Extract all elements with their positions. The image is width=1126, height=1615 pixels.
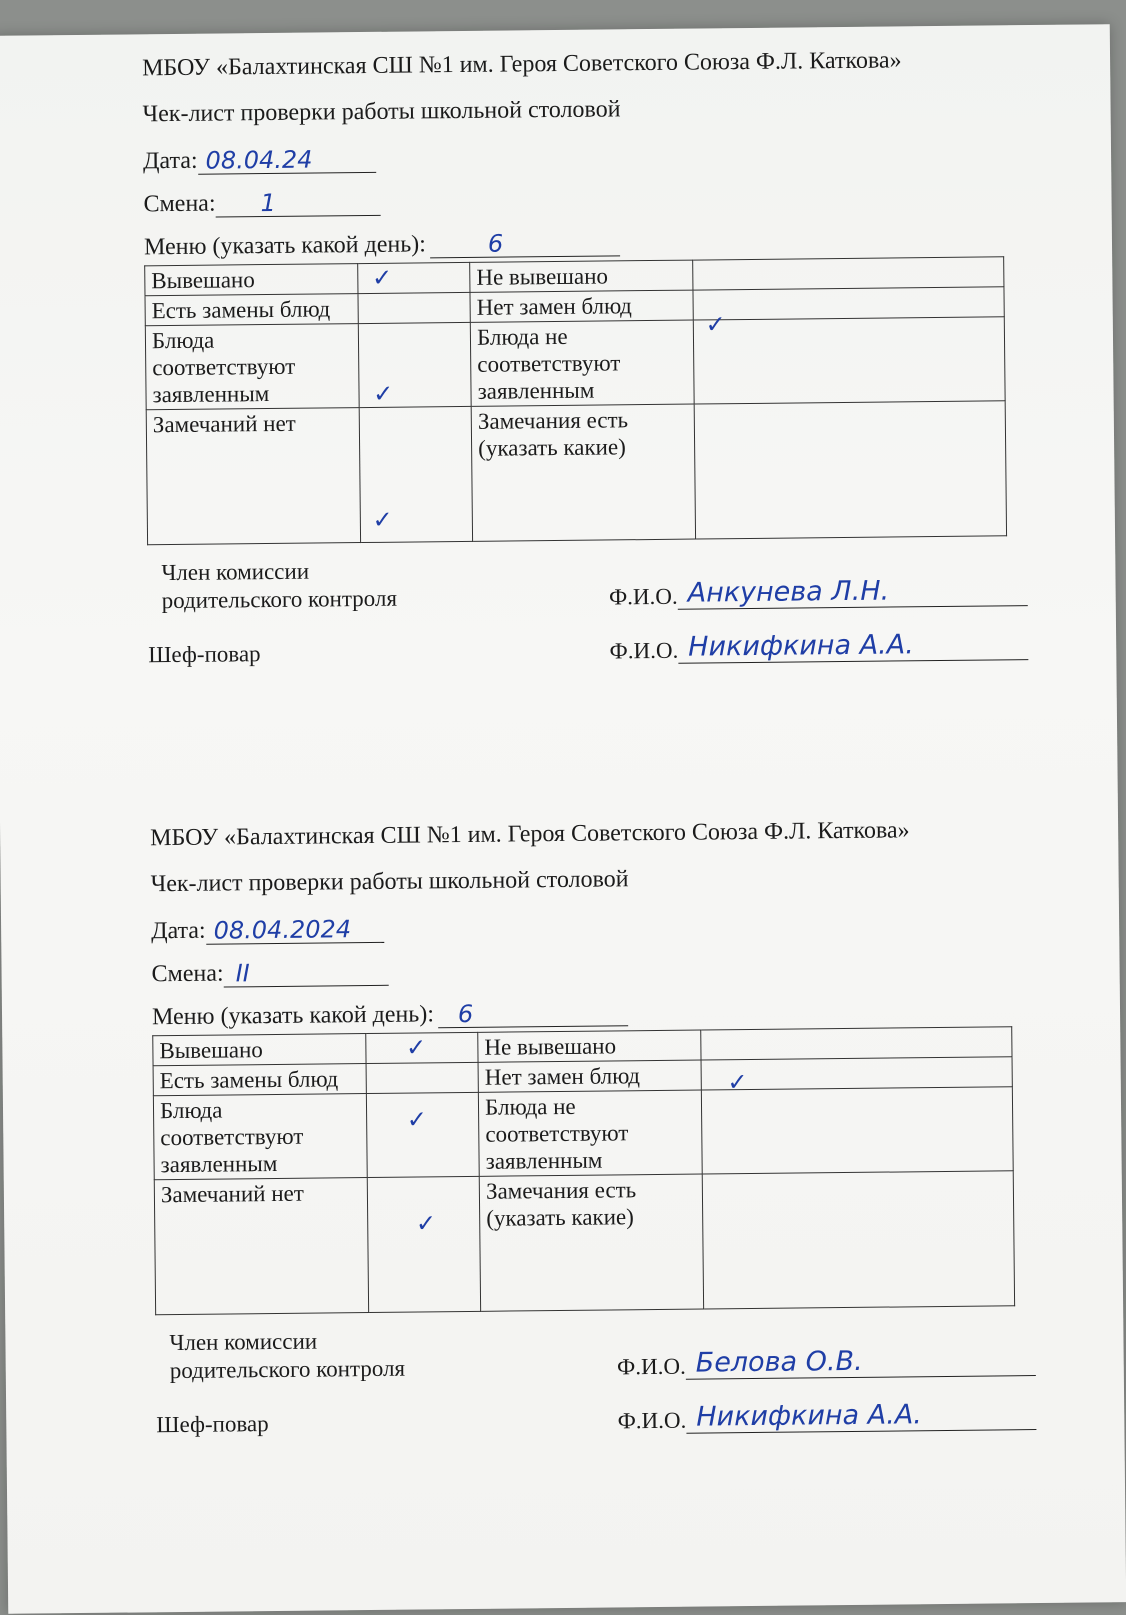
criterion-label: Не вывешано — [470, 260, 693, 292]
chef-signature[interactable]: Никифкина А.А. — [678, 629, 1028, 664]
criterion-checkbox[interactable] — [693, 317, 1005, 404]
table-row — [153, 1087, 1013, 1180]
criterion-label: Нет замен блюд — [478, 1060, 701, 1092]
chef-signature[interactable]: Никифкина А.А. — [686, 1399, 1036, 1434]
date-label: Дата: — [151, 917, 206, 945]
organization-name: МБОУ «Балахтинская СШ №1 им. Героя Советского Союза Ф.Л. Каткова» — [141, 47, 902, 82]
chef-signature-row — [156, 1386, 1036, 1439]
menu-day-label: Меню (указать какой день): — [151, 1001, 435, 1031]
fio-label: Ф.И.О. — [616, 1353, 686, 1380]
criterion-label: Есть замены блюд — [145, 294, 358, 326]
member-signature-block — [617, 1320, 1036, 1380]
criterion-label: Есть замены блюд — [153, 1064, 366, 1096]
criterion-label: Вывешано — [153, 1034, 366, 1066]
date-field — [143, 139, 1023, 175]
member-signature-block — [609, 550, 1028, 610]
shift-field — [143, 182, 1023, 218]
member-signature[interactable]: Белова О.В. — [686, 1345, 1036, 1380]
criterion-checkbox[interactable] — [366, 1062, 479, 1093]
criterion-label: Блюда не соответствуют заявленным — [478, 1090, 701, 1176]
shift-label: Смена: — [143, 190, 216, 218]
table-row — [145, 317, 1005, 410]
date-field — [151, 909, 1031, 945]
menu-day-value[interactable]: 6 — [438, 999, 628, 1028]
criterion-label: Вывешано — [145, 264, 358, 296]
member-role-label: Член комиссии родительского контроля — [161, 558, 398, 614]
criterion-label: Блюда не соответствуют заявленным — [470, 320, 693, 406]
form-title: Чек-лист проверки работы школьной столовой — [142, 96, 621, 128]
form-title: Чек-лист проверки работы школьной столовой — [150, 866, 629, 898]
member-role-label: Член комиссии родительского контроля — [169, 1328, 406, 1384]
checkmark-icon: ✓ — [406, 1105, 428, 1134]
criterion-checkbox[interactable] — [701, 1057, 1013, 1097]
paper-sheet — [0, 24, 1126, 1614]
member-signature-row — [147, 550, 1028, 615]
menu-day-field — [152, 995, 1032, 1031]
criterion-checkbox[interactable] — [358, 292, 471, 323]
criterion-label: Нет замен блюд — [470, 290, 693, 322]
criterion-checkbox[interactable] — [365, 1032, 478, 1063]
criterion-checkbox[interactable] — [693, 287, 1005, 339]
checklist-form-1 — [142, 45, 1028, 669]
criterion-label: Замечания есть (указать какие) — [479, 1174, 703, 1311]
criterion-label: Замечаний нет — [146, 408, 360, 545]
checklist-table — [152, 1026, 1015, 1315]
checkmark-icon: ✓ — [727, 1068, 748, 1097]
remarks-field[interactable] — [694, 401, 1007, 539]
shift-value[interactable]: 1 — [215, 189, 380, 218]
criterion-checkbox[interactable] — [692, 257, 1004, 290]
fio-label: Ф.И.О. — [609, 637, 679, 664]
checkmark-icon: ✓ — [405, 1033, 427, 1062]
remarks-field[interactable] — [702, 1171, 1015, 1309]
chef-signature-row — [148, 616, 1028, 669]
checkmark-icon: ✓ — [705, 310, 726, 339]
checkmark-icon: ✓ — [373, 379, 394, 408]
checklist-form-2 — [150, 815, 1036, 1439]
member-signature[interactable]: Анкунева Л.Н. — [677, 575, 1027, 610]
criterion-checkbox[interactable] — [357, 262, 470, 293]
criterion-checkbox[interactable] — [358, 322, 471, 407]
date-label: Дата: — [142, 147, 198, 175]
menu-day-value[interactable]: 6 — [430, 229, 620, 258]
checkmark-icon: ✓ — [371, 263, 393, 292]
chef-signature-block — [609, 616, 1028, 664]
table-row — [154, 1171, 1014, 1315]
menu-day-field — [144, 225, 1024, 261]
criterion-label: Не вывешано — [478, 1030, 701, 1062]
criterion-checkbox[interactable] — [701, 1087, 1013, 1174]
criterion-label: Замечаний нет — [154, 1178, 368, 1315]
table-row — [146, 401, 1006, 545]
checklist-table — [144, 256, 1007, 545]
checkmark-icon: ✓ — [372, 505, 393, 534]
criterion-checkbox[interactable] — [366, 1092, 479, 1177]
shift-label: Смена: — [151, 960, 224, 988]
criterion-label: Блюда соответствуют заявленным — [153, 1094, 367, 1180]
criterion-label: Замечания есть (указать какие) — [471, 404, 695, 541]
checkmark-icon: ✓ — [415, 1209, 437, 1238]
chef-role-label: Шеф-повар — [156, 1411, 269, 1438]
shift-value[interactable]: II — [223, 959, 388, 988]
date-value[interactable]: 08.04.24 — [197, 146, 375, 175]
member-signature-row — [155, 1320, 1036, 1385]
fio-label: Ф.И.О. — [608, 583, 678, 610]
chef-role-label: Шеф-повар — [148, 641, 261, 668]
criterion-checkbox[interactable] — [367, 1176, 481, 1312]
chef-signature-block — [617, 1386, 1036, 1434]
shift-field — [151, 952, 1031, 988]
fio-label: Ф.И.О. — [617, 1407, 687, 1434]
date-value[interactable]: 08.04.2024 — [206, 916, 384, 945]
organization-name: МБОУ «Балахтинская СШ №1 им. Героя Советского Союза Ф.Л. Каткова» — [150, 817, 910, 852]
menu-day-label: Меню (указать какой день): — [143, 231, 427, 261]
criterion-checkbox[interactable] — [359, 406, 473, 542]
criterion-label: Блюда соответствуют заявленным — [145, 324, 359, 410]
criterion-checkbox[interactable] — [700, 1027, 1012, 1060]
